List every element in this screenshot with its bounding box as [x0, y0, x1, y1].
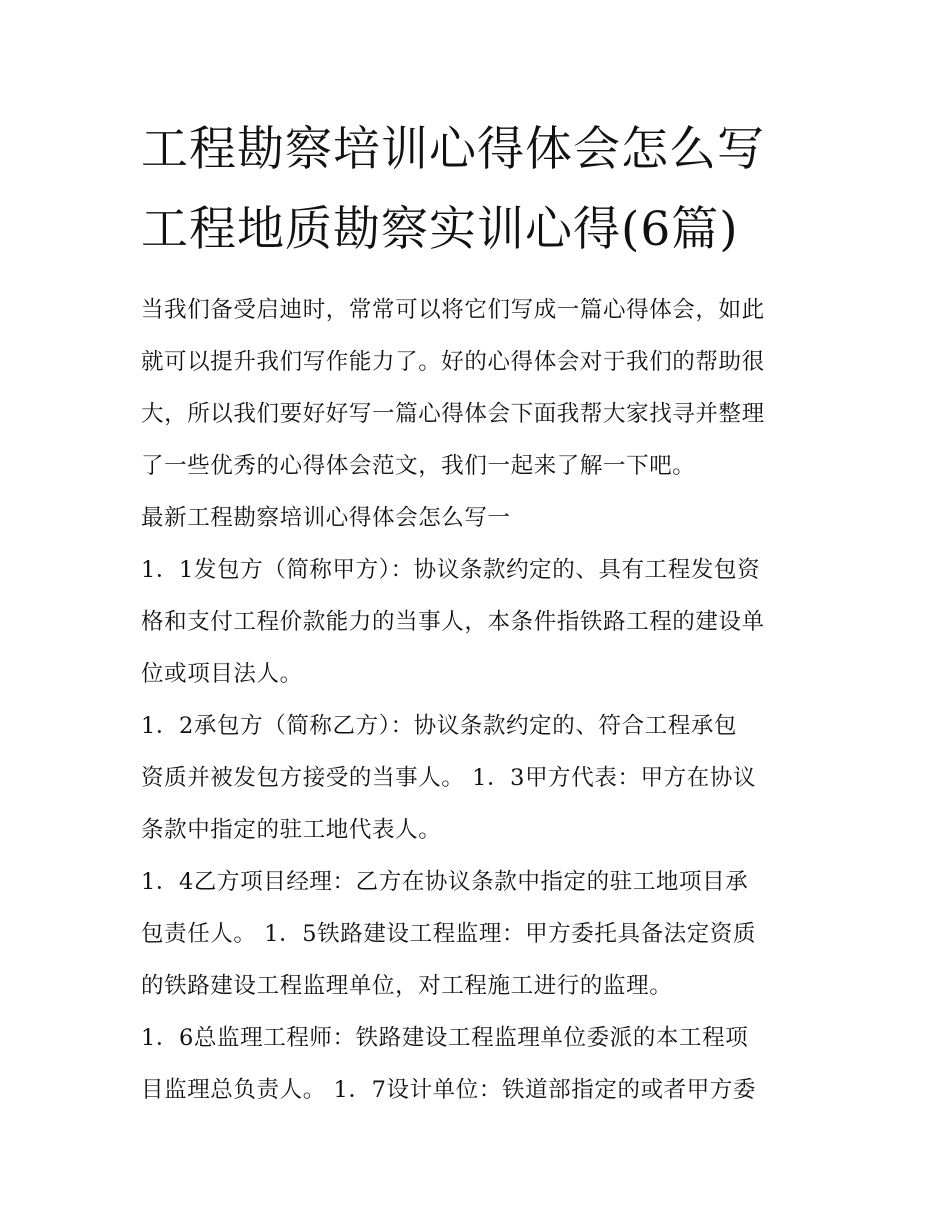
text-line: 1．4乙方项目经理：乙方在协议条款中指定的驻工地项目承 [141, 869, 749, 895]
document-title [141, 110, 821, 270]
clause-paragraph [141, 856, 821, 1012]
text-line: 就可以提升我们写作能力了。好的心得体会对于我们的帮助很 [141, 349, 765, 375]
text-line: 的铁路建设工程监理单位，对工程施工进行的监理。 [141, 973, 673, 999]
clause-paragraph [141, 544, 821, 700]
clause-paragraph [141, 700, 821, 856]
intro-paragraph [141, 284, 821, 492]
title-line: 工程地质勘察实训心得(6篇) [141, 202, 739, 257]
clause-paragraph [141, 1012, 821, 1116]
text-line: 目监理总负责人。 1．7设计单位：铁道部指定的或者甲方委 [141, 1077, 757, 1103]
text-line: 1．2承包方（简称乙方）：协议条款约定的、符合工程承包 [141, 713, 738, 739]
text-line: 1．6总监理工程师：铁路建设工程监理单位委派的本工程项 [141, 1025, 749, 1051]
title-line: 工程勘察培训心得体会怎么写 [141, 122, 765, 177]
text-line: 资质并被发包方接受的当事人。 1．3甲方代表：甲方在协议 [141, 765, 757, 791]
document-body [141, 110, 821, 1116]
text-line: 位或项目法人。 [141, 661, 303, 687]
text-line: 大，所以我们要好好写一篇心得体会下面我帮大家找寻并整理 [141, 401, 765, 427]
text-line: 1．1发包方（简称甲方）：协议条款约定的、具有工程发包资 [141, 557, 761, 583]
text-line: 当我们备受启迪时，常常可以将它们写成一篇心得体会，如此 [141, 297, 765, 323]
text-line: 最新工程勘察培训心得体会怎么写一 [141, 505, 511, 531]
text-line: 条款中指定的驻工地代表人。 [141, 817, 442, 843]
section-heading [141, 492, 821, 544]
text-line: 了一些优秀的心得体会范文，我们一起来了解一下吧。 [141, 453, 696, 479]
text-line: 格和支付工程价款能力的当事人，本条件指铁路工程的建设单 [141, 609, 765, 635]
text-line: 包责任人。 1．5铁路建设工程监理：甲方委托具备法定资质 [141, 921, 757, 947]
